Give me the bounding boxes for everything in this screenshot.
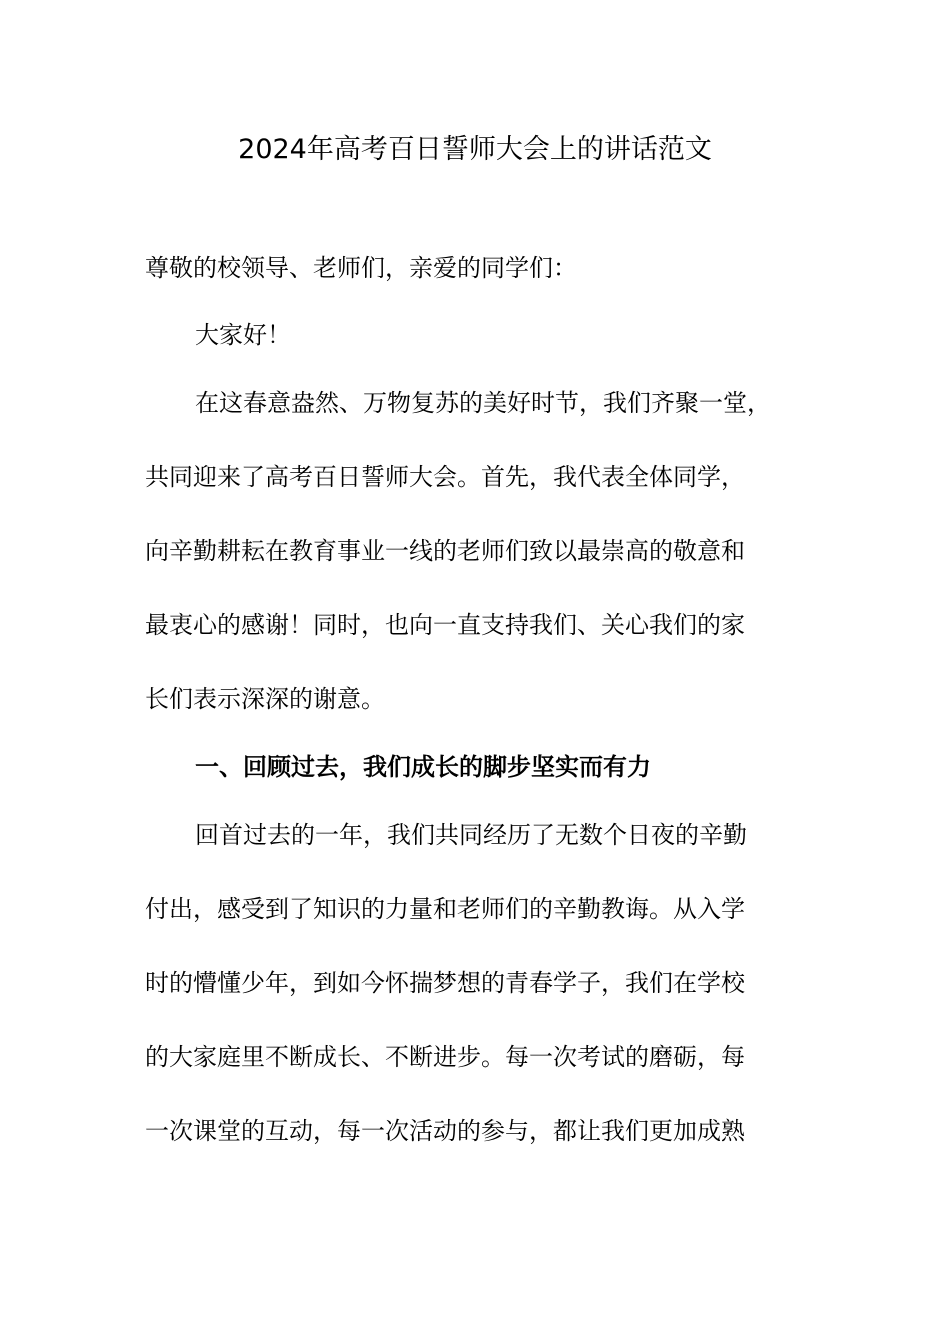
- paragraph-line: 一次课堂的互动，每一次活动的参与，都让我们更加成熟: [145, 1117, 745, 1145]
- greeting: 大家好！: [195, 321, 291, 349]
- document-title: 2024年高考百日誓师大会上的讲话范文: [238, 134, 712, 165]
- paragraph-line: 的大家庭里不断成长、不断进步。每一次考试的磨砺，每: [145, 1043, 745, 1071]
- paragraph-line: 最衷心的感谢！同时，也向一直支持我们、关心我们的家: [145, 611, 745, 639]
- paragraph-line: 回首过去的一年，我们共同经历了无数个日夜的辛勤: [195, 821, 747, 849]
- salutation: 尊敬的校领导、老师们，亲爱的同学们：: [145, 254, 577, 282]
- paragraph-line: 长们表示深深的谢意。: [145, 685, 385, 713]
- section-heading: 一、回顾过去，我们成长的脚步坚实而有力: [195, 753, 651, 781]
- paragraph-line: 时的懵懂少年，到如今怀揣梦想的青春学子，我们在学校: [145, 969, 745, 997]
- paragraph-line: 共同迎来了高考百日誓师大会。首先，我代表全体同学，: [145, 463, 745, 491]
- paragraph-line: 在这春意盎然、万物复苏的美好时节，我们齐聚一堂，: [195, 389, 771, 417]
- paragraph-line: 付出，感受到了知识的力量和老师们的辛勤教诲。从入学: [145, 895, 745, 923]
- paragraph-line: 向辛勤耕耘在教育事业一线的老师们致以最崇高的敬意和: [145, 537, 745, 565]
